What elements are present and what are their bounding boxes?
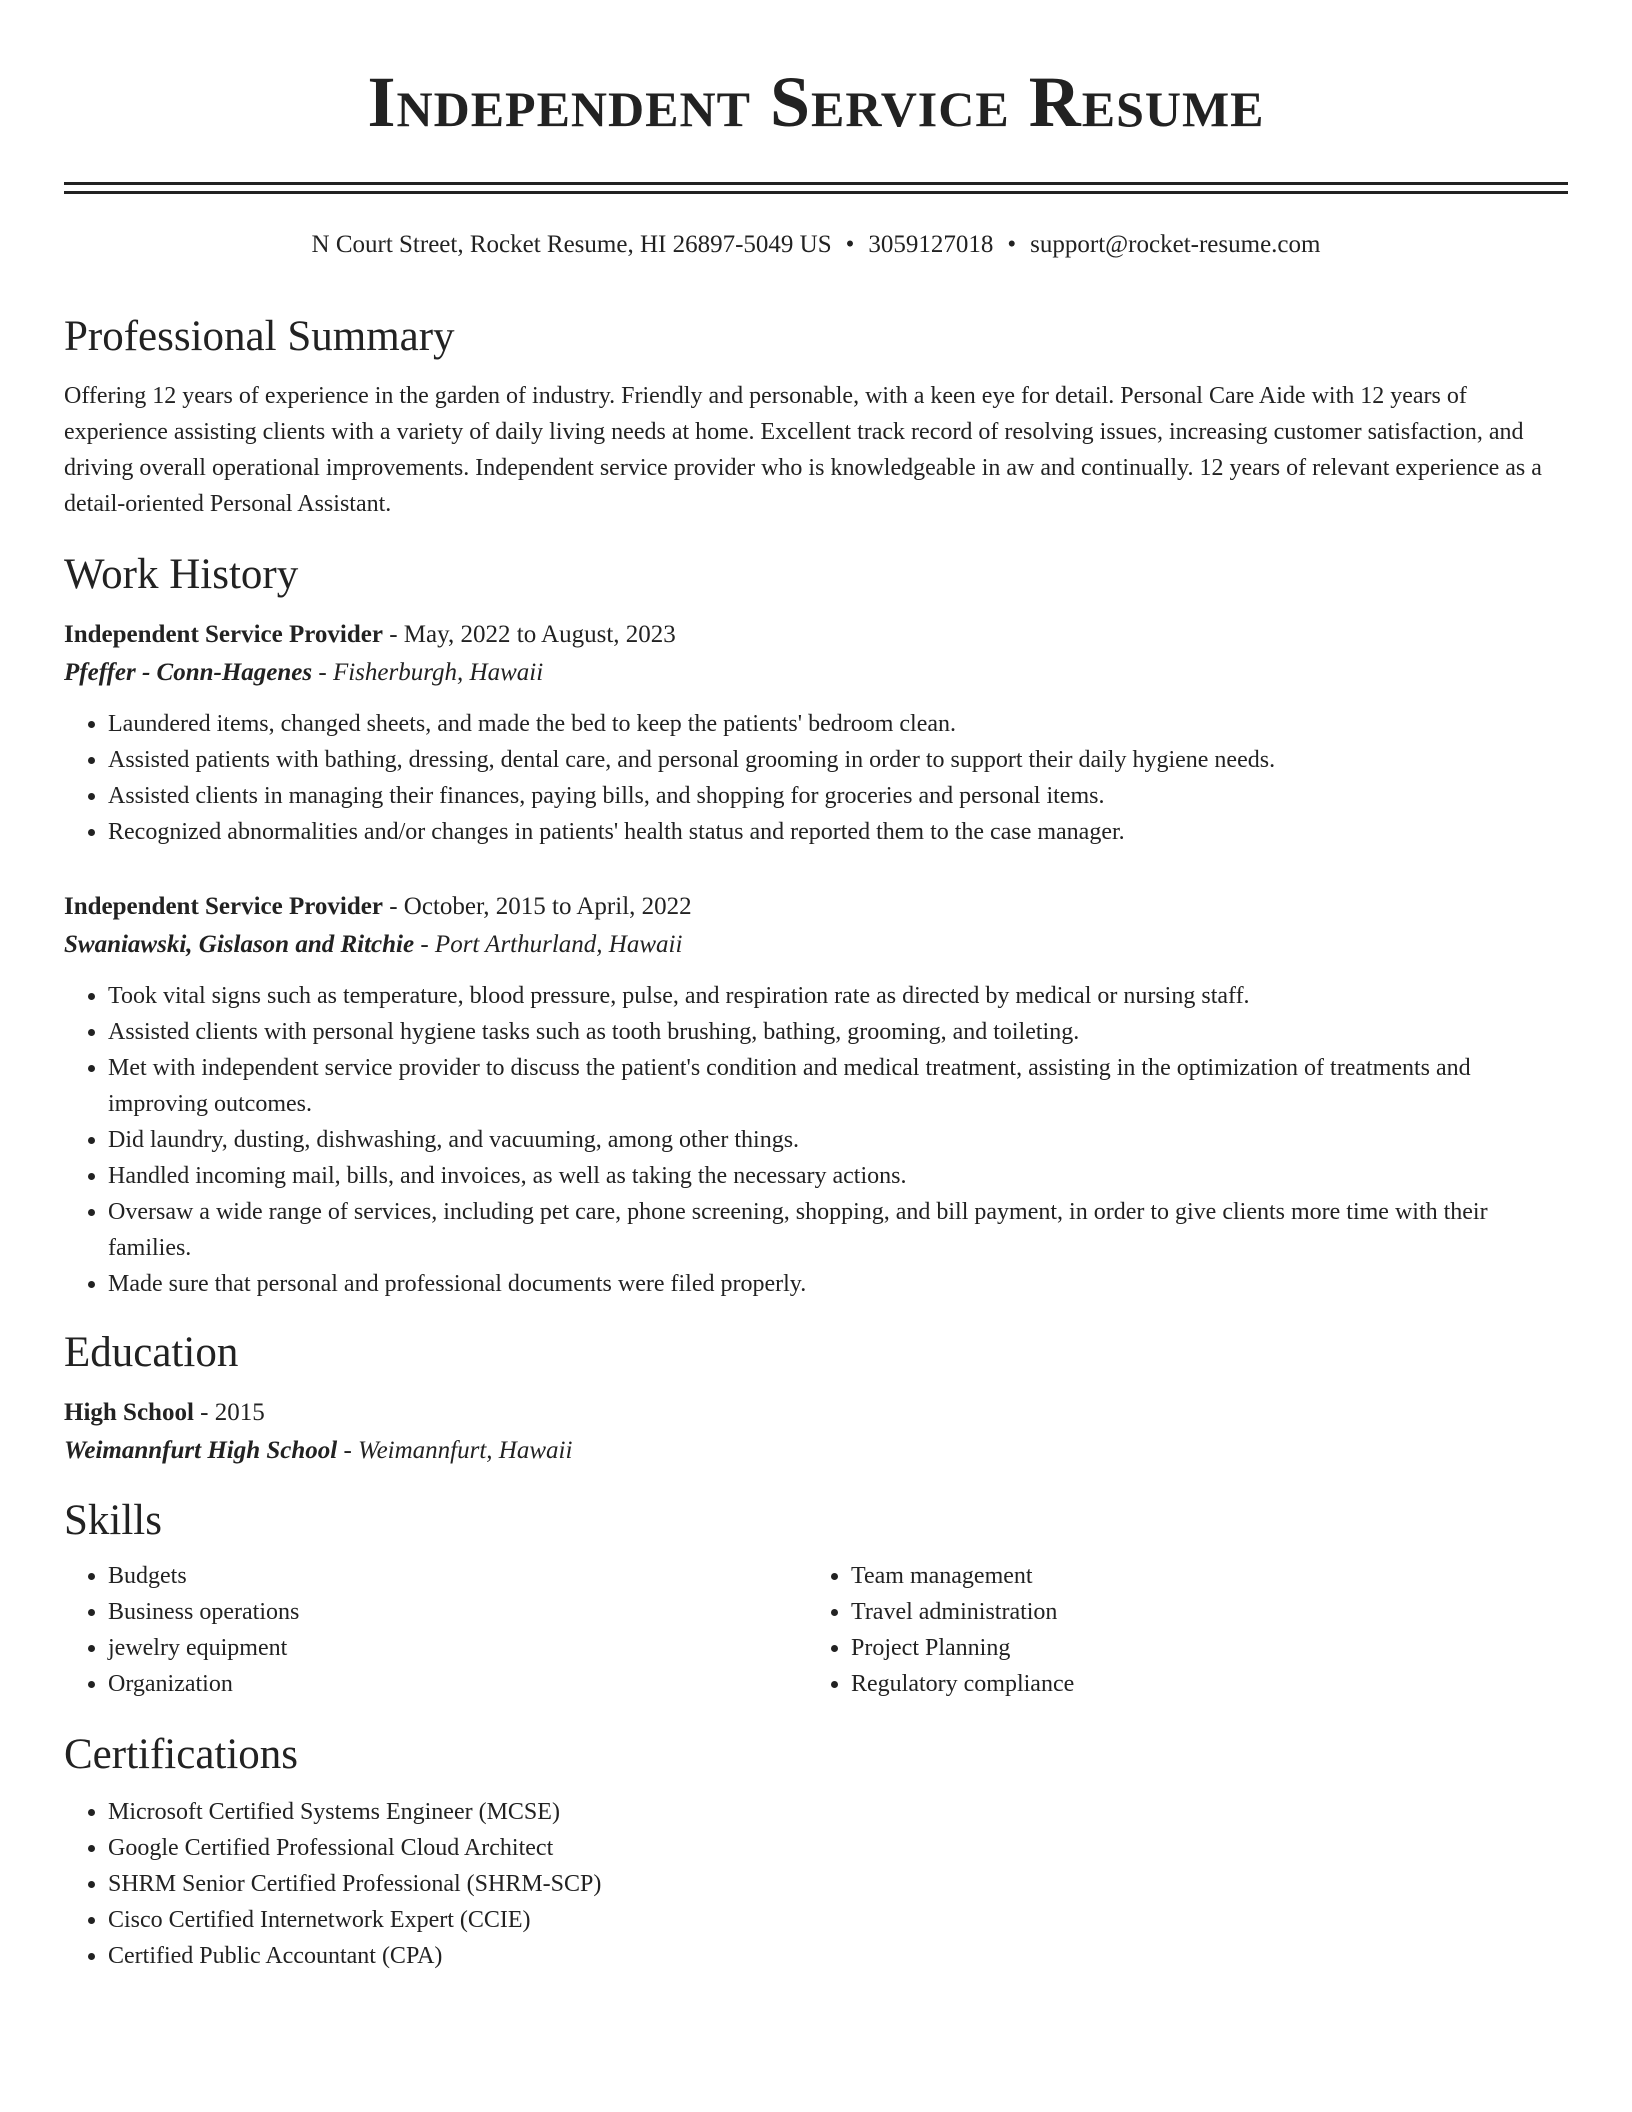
job-company-line (64, 654, 1568, 692)
education-year: - 2015 (193, 1399, 265, 1426)
skill-item: • Team management (851, 1558, 1550, 1594)
education-section (64, 1326, 1568, 1470)
education-location: - Weimannfurt, Hawaii (337, 1437, 573, 1464)
contact-address: N Court Street, Rocket Resume, HI 26897-5049 US (311, 231, 832, 258)
education-heading: Education (64, 1329, 239, 1376)
job-bullet: • Made sure that personal and professional documents were filed properly. (108, 1266, 1568, 1302)
job-title: Independent Service Provider (64, 893, 383, 920)
job-role-line (64, 616, 1568, 654)
skills-section (64, 1494, 1568, 1702)
work-history-section (64, 548, 1568, 1302)
skill-item: • Travel administration (851, 1594, 1550, 1630)
job-bullet: • Oversaw a wide range of services, including pet care, phone screening, shopping, and bill payment, in order to give clients more time with their families. (108, 1194, 1568, 1266)
job-bullets (64, 706, 1568, 850)
job-bullet: • Assisted patients with bathing, dressing, dental care, and personal grooming in order to support their daily hygiene needs. (108, 742, 1568, 778)
certification-item: • Google Certified Professional Cloud Architect (108, 1830, 1568, 1866)
title-rule-top (64, 182, 1568, 185)
job-location: - Fisherburgh, Hawaii (312, 659, 544, 686)
certification-item: • Cisco Certified Internetwork Expert (CCIE) (108, 1902, 1568, 1938)
job-company: Swaniawski, Gislason and Ritchie (64, 931, 415, 958)
contact-email: support@rocket-resume.com (1030, 231, 1321, 258)
job-bullet: • Handled incoming mail, bills, and invoices, as well as taking the necessary actions. (108, 1158, 1568, 1194)
job-entry (64, 616, 1568, 850)
job-bullet: • Took vital signs such as temperature, blood pressure, pulse, and respiration rate as directed by medical or nursing staff. (108, 978, 1568, 1014)
certifications-list (64, 1794, 1568, 1974)
skill-item: • Regulatory compliance (851, 1666, 1550, 1702)
contact-line (64, 228, 1568, 262)
education-school-line (64, 1432, 1568, 1470)
certifications-section (64, 1728, 1568, 1974)
resume-title: Independent Service Resume (367, 62, 1265, 142)
job-title: Independent Service Provider (64, 621, 383, 648)
summary-heading: Professional Summary (64, 313, 455, 360)
skills-list-left (64, 1558, 807, 1702)
title-rule-bottom (64, 191, 1568, 194)
job-dates: - October, 2015 to April, 2022 (382, 893, 692, 920)
education-school: Weimannfurt High School (64, 1437, 338, 1464)
education-degree-line (64, 1394, 1568, 1432)
certification-item: • Microsoft Certified Systems Engineer (MCSE) (108, 1794, 1568, 1830)
skill-item: • Business operations (108, 1594, 807, 1630)
skill-item: • Organization (108, 1666, 807, 1702)
contact-separator: • (845, 231, 855, 258)
job-bullet: • Laundered items, changed sheets, and made the bed to keep the patients' bedroom clean. (108, 706, 1568, 742)
skill-item: • Budgets (108, 1558, 807, 1594)
education-degree: High School (64, 1399, 194, 1426)
contact-phone: 3059127018 (868, 231, 994, 258)
skill-item: • jewelry equipment (108, 1630, 807, 1666)
certifications-heading: Certifications (64, 1731, 299, 1778)
summary-section (64, 310, 1568, 522)
job-dates: - May, 2022 to August, 2023 (382, 621, 676, 648)
work-history-heading: Work History (64, 551, 299, 598)
job-entry (64, 888, 1568, 1302)
certification-item: • SHRM Senior Certified Professional (SHRM-SCP) (108, 1866, 1568, 1902)
job-bullet: • Assisted clients in managing their finances, paying bills, and shopping for groceries and personal items. (108, 778, 1568, 814)
summary-text: Offering 12 years of experience in the garden of industry. Friendly and personable, with a keen eye for detail. Personal Care Aide with 12 years of experience assisting clients with a variety of daily living needs at home. Excellent track record of resolving issues, increasing customer satisfaction, and driving overall operational improvements. Independent service provider who is knowledgeable in aw and continually. 12 years of relevant experience as a detail-oriented Personal Assistant. (64, 383, 1542, 517)
skills-columns (64, 1558, 1568, 1702)
skills-heading: Skills (64, 1497, 162, 1544)
education-entry (64, 1394, 1568, 1470)
certification-item: • Certified Public Accountant (CPA) (108, 1938, 1568, 1974)
job-bullet: • Did laundry, dusting, dishwashing, and vacuuming, among other things. (108, 1122, 1568, 1158)
job-company-line (64, 926, 1568, 964)
job-bullet: • Met with independent service provider to discuss the patient's condition and medical treatment, assisting in the optimization of treatments and improving outcomes. (108, 1050, 1568, 1122)
job-bullet: • Recognized abnormalities and/or changes in patients' health status and reported them to the case manager. (108, 814, 1568, 850)
contact-separator: • (1007, 231, 1017, 258)
job-company: Pfeffer - Conn-Hagenes (64, 659, 313, 686)
job-location: - Port Arthurland, Hawaii (414, 931, 683, 958)
skill-item: • Project Planning (851, 1630, 1550, 1666)
job-bullet: • Assisted clients with personal hygiene tasks such as tooth brushing, bathing, grooming, and toileting. (108, 1014, 1568, 1050)
skills-list-right (807, 1558, 1550, 1702)
job-role-line (64, 888, 1568, 926)
job-bullets (64, 978, 1568, 1302)
